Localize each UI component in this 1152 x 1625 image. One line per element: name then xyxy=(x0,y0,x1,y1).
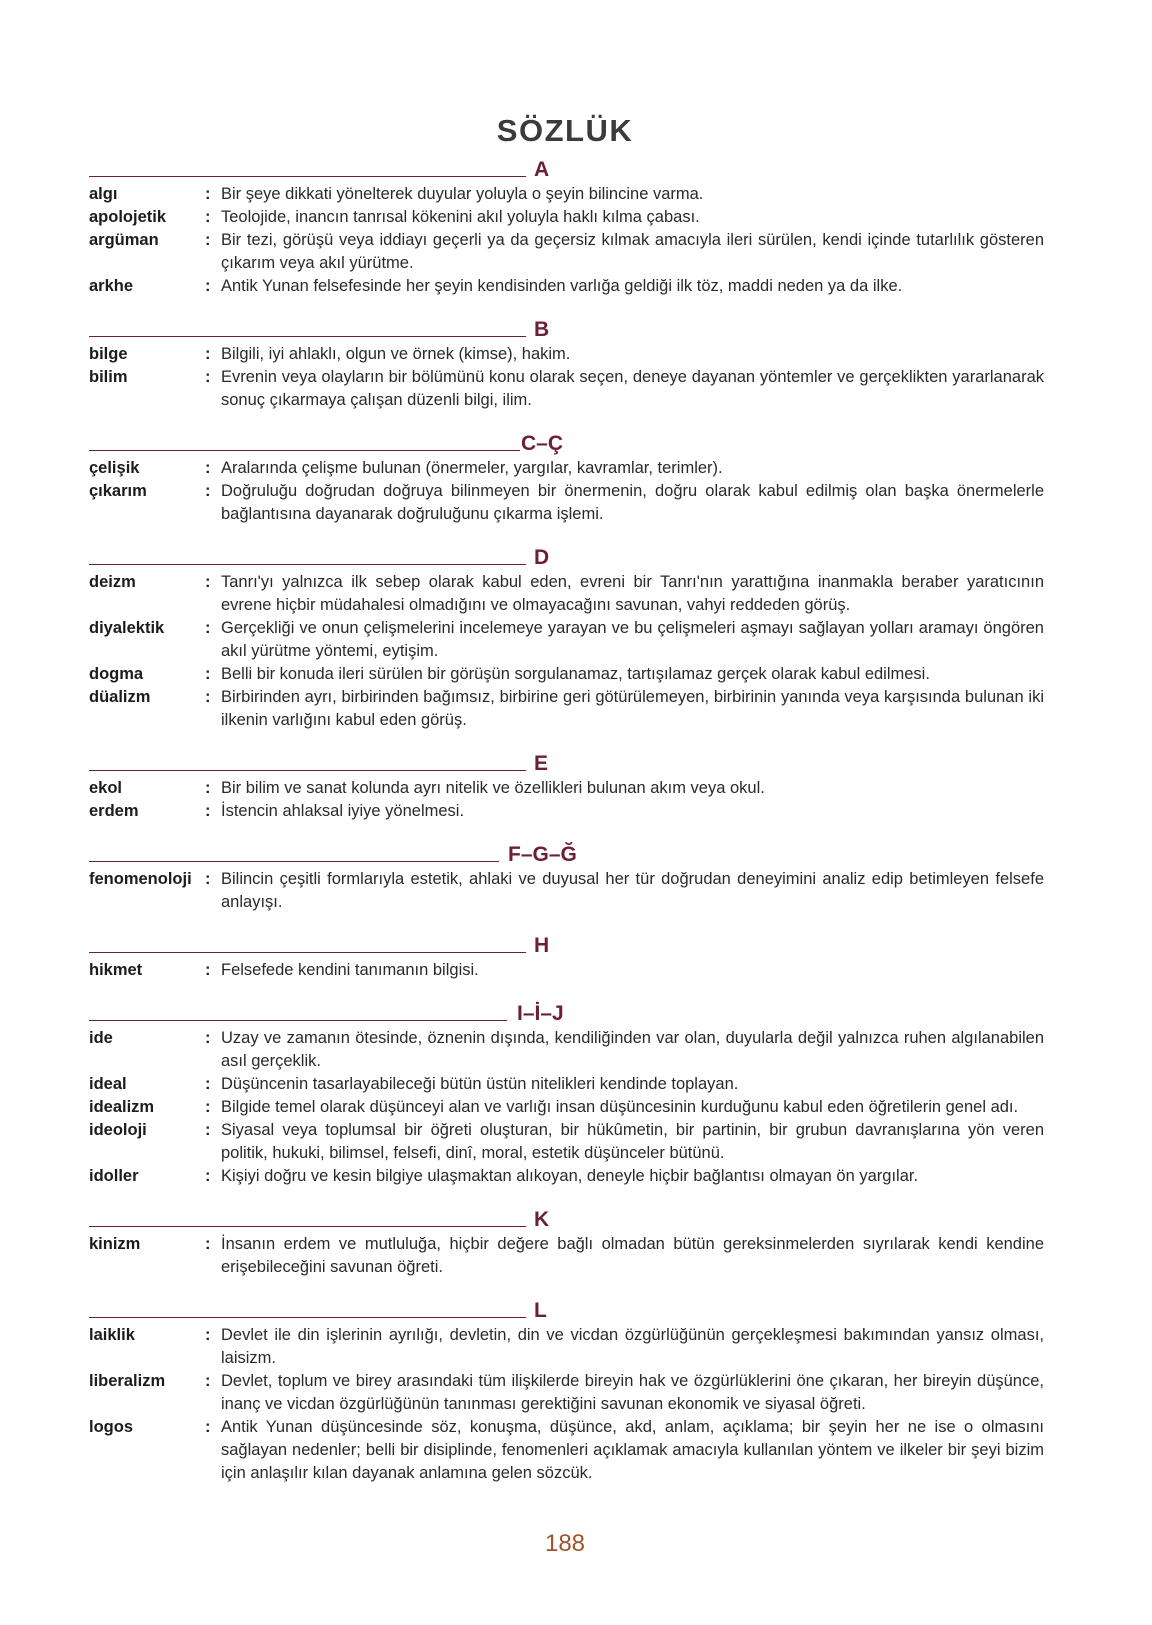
entry-definition: Devlet, toplum ve birey arasındaki tüm ilişkilerde bireyin hak ve özgürlüklerini öne çıkaran, her bireyin düşünce, inanç ve vicdan özgürlüğünün tanınması gerektiğini savunan ekonomik ve siyasal öğreti. xyxy=(221,1372,1044,1413)
entry-definition: Bilgide temel olarak düşünceyi alan ve varlığı insan düşüncesinin kurduğunu kabul eden öğretilerin genel adı. xyxy=(221,1098,1019,1116)
term-separator: : xyxy=(205,1418,211,1436)
entry-term: diyalektik xyxy=(89,619,165,637)
section-divider xyxy=(89,1226,526,1227)
glossary-entry xyxy=(89,1416,1044,1485)
section-divider xyxy=(89,952,526,953)
term-separator: : xyxy=(205,345,211,363)
term-separator: : xyxy=(205,459,211,477)
section-header xyxy=(89,318,1044,343)
entry-definition: Teolojide, inancın tanrısal kökenini akıl yoluyla haklı kılma çabası. xyxy=(221,208,700,226)
entry-definition: Devlet ile din işlerinin ayrılığı, devletin, din ve vicdan özgürlüğünün gerçekleşmesi bakımından yansız olması, laisizm. xyxy=(221,1326,1044,1367)
term-separator: : xyxy=(205,1098,211,1116)
entry-term: ekol xyxy=(89,779,123,797)
entry-definition: Bir tezi, görüşü veya iddiayı geçerli ya da geçersiz kılmak amacıyla ileri sürülen, kendi içinde tutarlılık gösteren çıkarım veya akıl yürütme. xyxy=(221,231,1044,272)
section-header xyxy=(89,432,1044,457)
entry-term: kinizm xyxy=(89,1235,141,1253)
entry-definition: Doğruluğu doğrudan doğruya bilinmeyen bir önermenin, doğru olarak kabul edilmiş olan başka önermelerle bağlantısına dayanarak doğruluğunu çıkarma işlemi. xyxy=(221,482,1044,523)
section-header xyxy=(89,752,1044,777)
term-separator: : xyxy=(205,1372,211,1390)
entry-term: argüman xyxy=(89,231,159,249)
entry-term: liberalizm xyxy=(89,1372,166,1390)
entry-term: ideoloji xyxy=(89,1121,147,1139)
glossary-entry xyxy=(89,617,1044,663)
glossary-entry xyxy=(89,457,1044,480)
entry-definition: İstencin ahlaksal iyiye yönelmesi. xyxy=(221,802,465,820)
entry-term: laiklik xyxy=(89,1326,135,1344)
section-header xyxy=(89,546,1044,571)
entry-term: idoller xyxy=(89,1167,139,1185)
entry-term: çelişik xyxy=(89,459,140,477)
entry-term: algı xyxy=(89,185,118,203)
entry-term: hikmet xyxy=(89,961,143,979)
section-letter: F–G–Ğ xyxy=(508,843,577,866)
glossary-entry xyxy=(89,480,1044,526)
entry-term: fenomenoloji xyxy=(89,870,192,888)
glossary-entry xyxy=(89,1233,1044,1279)
section-letter: B xyxy=(534,318,550,341)
term-separator: : xyxy=(205,231,211,249)
term-separator: : xyxy=(205,185,211,203)
section-header xyxy=(89,1299,1044,1324)
entry-term: dogma xyxy=(89,665,144,683)
term-separator: : xyxy=(205,1075,211,1093)
section-letter: D xyxy=(534,546,550,569)
glossary-entry xyxy=(89,366,1044,412)
glossary-entry xyxy=(89,1027,1044,1073)
entry-definition: Düşüncenin tasarlayabileceği bütün üstün nitelikleri kendinde toplayan. xyxy=(221,1075,739,1093)
entry-definition: Siyasal veya toplumsal bir öğreti oluşturan, bir hükûmetin, bir partinin, bir grubun davranışlarına yön veren politik, hukuki, bilimsel, felsefi, dinî, moral, estetik düşünceler bütünü. xyxy=(221,1121,1044,1162)
entry-definition: Uzay ve zamanın ötesinde, öznenin dışında, kendiliğinden var olan, duyularla değil yalnızca ruhen algılanabilen asıl gerçeklik. xyxy=(221,1029,1044,1070)
glossary-entry xyxy=(89,800,1044,823)
section-divider xyxy=(89,450,520,451)
entry-definition: Felsefede kendini tanımanın bilgisi. xyxy=(221,961,479,979)
glossary-entry xyxy=(89,959,1044,982)
glossary-entry xyxy=(89,1119,1044,1165)
term-separator: : xyxy=(205,802,211,820)
term-separator: : xyxy=(205,1167,211,1185)
entry-definition: Belli bir konuda ileri sürülen bir görüşün sorgulanamaz, tartışılamaz gerçek olarak kabul edilmesi. xyxy=(221,665,930,683)
glossary-entry xyxy=(89,663,1044,686)
section-divider xyxy=(89,1317,526,1318)
term-separator: : xyxy=(205,619,211,637)
term-separator: : xyxy=(205,482,211,500)
glossary-entry xyxy=(89,183,1044,206)
entry-term: bilim xyxy=(89,368,128,386)
entry-definition: Birbirinden ayrı, birbirinden bağımsız, birbirine geri götürülemeyen, birbirinin yanında veya karşısında bulunan iki ilkenin varlığını kabul eden görüş. xyxy=(221,688,1044,729)
term-separator: : xyxy=(205,665,211,683)
term-separator: : xyxy=(205,208,211,226)
term-separator: : xyxy=(205,368,211,386)
section-divider xyxy=(89,770,526,771)
entry-definition: İnsanın erdem ve mutluluğa, hiçbir değere bağlı olmadan bütün gereksinmelerden sıyrılarak kendi kendine erişebileceğini savunan öğreti. xyxy=(221,1235,1044,1276)
glossary-entry xyxy=(89,343,1044,366)
entry-definition: Antik Yunan felsefesinde her şeyin kendisinden varlığa geldiği ilk töz, maddi neden ya da ilke. xyxy=(221,277,903,295)
entry-term: ideal xyxy=(89,1075,127,1093)
section-header xyxy=(89,843,1044,868)
entry-term: ide xyxy=(89,1029,113,1047)
term-separator: : xyxy=(205,1029,211,1047)
term-separator: : xyxy=(205,1326,211,1344)
entry-definition: Tanrı'yı yalnızca ilk sebep olarak kabul eden, evreni bir Tanrı'nın yarattığına inanmakla beraber yaratıcının evrene hiçbir müdahalesi olmadığını ve olmayacağını savunan, vahyi reddeden görüş. xyxy=(221,573,1044,614)
entry-term: çıkarım xyxy=(89,482,147,500)
section-letter: C–Ç xyxy=(521,432,564,455)
section-divider xyxy=(89,564,526,565)
entry-definition: Aralarında çelişme bulunan (önermeler, yargılar, kavramlar, terimler). xyxy=(221,459,723,477)
glossary-entry xyxy=(89,868,1044,914)
section-header xyxy=(89,1208,1044,1233)
entry-definition: Bilincin çeşitli formlarıyla estetik, ahlaki ve duyusal her tür doğrudan deneyimini analiz edip betimleyen felsefe anlayışı. xyxy=(221,870,1044,911)
page-title: SÖZLÜK xyxy=(496,113,634,148)
page-number: 188 xyxy=(544,1530,586,1557)
glossary-entry xyxy=(89,1370,1044,1416)
section-letter: A xyxy=(534,158,550,181)
section-divider xyxy=(89,1020,507,1021)
entry-term: erdem xyxy=(89,802,139,820)
entry-definition: Bir şeye dikkati yönelterek duyular yoluyla o şeyin bilincine varma. xyxy=(221,185,704,203)
section-divider xyxy=(89,861,499,862)
section-letter: I–İ–J xyxy=(517,1002,564,1025)
section-header xyxy=(89,1002,1044,1027)
entry-definition: Gerçekliği ve onun çelişmelerini incelemeye yarayan ve bu çelişmeleri aşmayı sağlayan yolları aramayı öngören akıl yürütme yöntemi, eytişim. xyxy=(221,619,1044,660)
entry-term: deizm xyxy=(89,573,136,591)
glossary-entry xyxy=(89,777,1044,800)
glossary-entry xyxy=(89,206,1044,229)
glossary-entry xyxy=(89,686,1044,732)
section-divider xyxy=(89,336,526,337)
entry-term: arkhe xyxy=(89,277,134,295)
term-separator: : xyxy=(205,1235,211,1253)
section-letter: E xyxy=(534,752,549,775)
term-separator: : xyxy=(205,779,211,797)
glossary xyxy=(89,158,1044,1485)
glossary-entry xyxy=(89,229,1044,275)
term-separator: : xyxy=(205,573,211,591)
entry-definition: Kişiyi doğru ve kesin bilgiye ulaşmaktan alıkoyan, deneyle hiçbir bağlantısı olmayan ön yargılar. xyxy=(221,1167,919,1185)
glossary-entry xyxy=(89,1165,1044,1188)
section-header xyxy=(89,158,1044,183)
entry-definition: Bir bilim ve sanat kolunda ayrı nitelik ve özellikleri bulunan akım veya okul. xyxy=(221,779,765,797)
term-separator: : xyxy=(205,870,211,888)
glossary-entry xyxy=(89,1096,1044,1119)
term-separator: : xyxy=(205,1121,211,1139)
term-separator: : xyxy=(205,961,211,979)
entry-term: bilge xyxy=(89,345,128,363)
entry-term: logos xyxy=(89,1418,133,1436)
glossary-entry xyxy=(89,571,1044,617)
section-letter: L xyxy=(534,1299,547,1322)
entry-term: idealizm xyxy=(89,1098,155,1116)
entry-definition: Antik Yunan düşüncesinde söz, konuşma, düşünce, akd, anlam, açıklama; bir şeyin her ne ise o olmasını sağlayan nedenler; belli bir disiplinde, fenomenleri açıklamak amacıyla kullanılan yöntem ve ilkeler bir şeyi bizim için anlaşılır kılan dayanak anlamına gelen sözcük. xyxy=(221,1418,1044,1482)
section-header xyxy=(89,934,1044,959)
term-separator: : xyxy=(205,277,211,295)
section-letter: H xyxy=(534,934,550,957)
glossary-entry xyxy=(89,275,1044,298)
entry-definition: Evrenin veya olayların bir bölümünü konu olarak seçen, deneye dayanan yöntemler ve gerçeklikten yararlanarak sonuç çıkarmaya çalışan düzenli bilgi, ilim. xyxy=(221,368,1044,409)
term-separator: : xyxy=(205,688,211,706)
glossary-entry xyxy=(89,1073,1044,1096)
section-divider xyxy=(89,176,526,177)
entry-definition: Bilgili, iyi ahlaklı, olgun ve örnek (kimse), hakim. xyxy=(221,345,571,363)
entry-term: düalizm xyxy=(89,688,151,706)
section-letter: K xyxy=(534,1208,550,1231)
glossary-entry xyxy=(89,1324,1044,1370)
entry-term: apolojetik xyxy=(89,208,167,226)
